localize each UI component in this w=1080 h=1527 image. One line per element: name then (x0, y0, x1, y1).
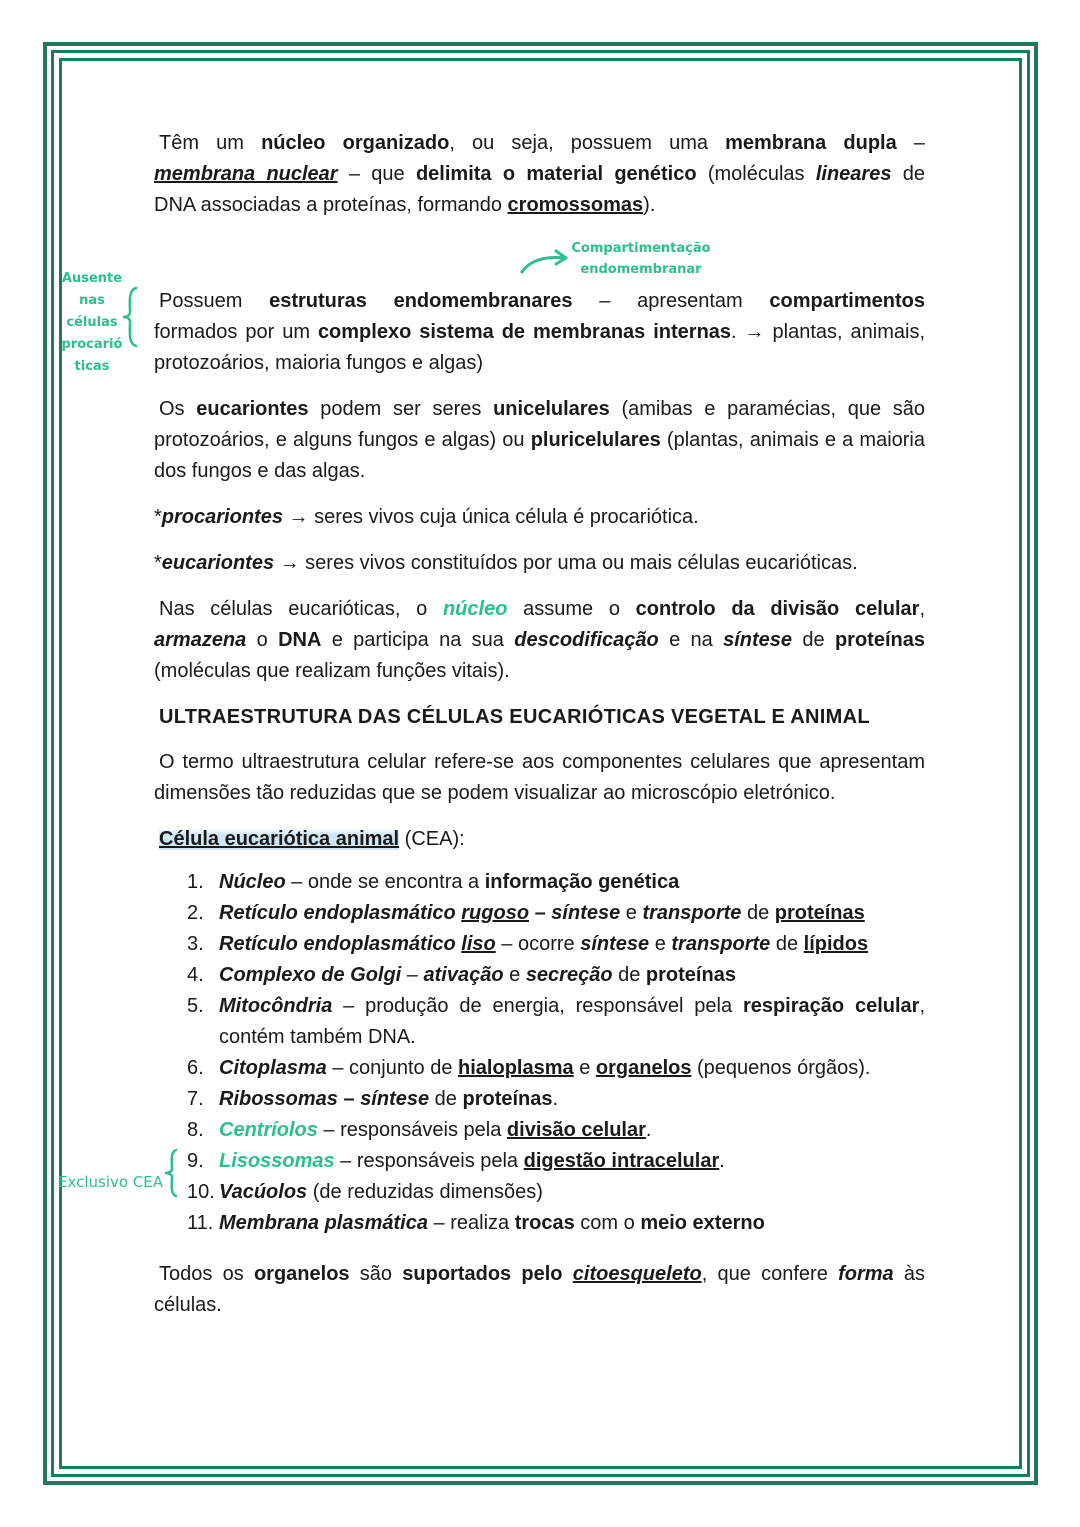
text-line: DNA associadas a proteínas, formando cromossomas). (154, 194, 656, 216)
side-note-line: Ausente (61, 271, 123, 286)
paragraph-nucleus (154, 128, 925, 221)
definition-eukaryotes: *eucariontes → seres vivos constituídos por uma ou mais células eucarióticas. (154, 552, 858, 574)
text-line: protozoários, maioria fungos e algas) (154, 352, 484, 374)
compartment-note-line: Compartimentação (571, 241, 711, 256)
text-line: Possuem estruturas endomembranares – apresentam compartimentos (159, 290, 925, 312)
list-item: 3. Retículo endoplasmático liso – ocorre síntese e transporte de lípidos (187, 933, 869, 955)
list-item: 11. Membrana plasmática – realiza trocas com o meio externo (187, 1212, 765, 1234)
text-line: armazena o DNA e participa na sua descodificação e na síntese de proteínas (154, 629, 925, 651)
paragraph-ultrastructure: O termo ultraestrutura celular refere-se aos componentes celulares que apresentam dimensões tão reduzidas que se podem visualizar ao microscópio eletrónico. (154, 751, 925, 804)
list-item: 2. Retículo endoplasmático rugoso – síntese e transporte de proteínas (187, 902, 865, 924)
side-note-line: nas (79, 293, 105, 308)
document-body (154, 128, 925, 1336)
list-item: 8. Centríolos – responsáveis pela divisão celular. (187, 1119, 652, 1141)
list-item: 4. Complexo de Golgi – ativação e secreção de proteínas (187, 964, 736, 986)
list-item: 6. Citoplasma – conjunto de hialoplasma e organelos (pequenos órgãos). (187, 1057, 871, 1079)
organelle-list (154, 867, 925, 1239)
compartment-note-line: endomembranar (580, 262, 702, 277)
paragraph-eukaryotes: Os eucariontes podem ser seres unicelulares (amibas e paramécias, que são protozoários, e alguns fungos e algas) ou pluricelulares (plantas, animais e a maioria dos fungos e das algas. (154, 398, 925, 482)
exclusive-cea-note: Exclusivo CEA (58, 1173, 164, 1191)
paragraph-cytoskeleton (154, 1259, 925, 1321)
animal-cell-title: Célula eucariótica animal (159, 828, 400, 850)
list-item: 9. Lisossomas – responsáveis pela digestão intracelular. (187, 1150, 725, 1172)
list-item: 10. Vacúolos (de reduzidas dimensões) (187, 1181, 543, 1203)
definition-prokaryotes: *procariontes → seres vivos cuja única célula é procariótica. (154, 506, 699, 528)
side-note-absent-prokaryotes (60, 268, 124, 378)
list-item: 7. Ribossomas – síntese de proteínas. (187, 1088, 559, 1110)
text-line: Têm um núcleo organizado, ou seja, possuem uma membrana dupla – (159, 132, 925, 154)
text-line: membrana nuclear – que delimita o material genético (moléculas lineares de (154, 163, 925, 185)
list-item: 5. Mitocôndria – produção de energia, responsável pela respiração celular, contém também DNA. (187, 995, 925, 1048)
side-note-line: células (66, 315, 118, 330)
text-line: células. (154, 1294, 222, 1316)
list-item: 1. Núcleo – onde se encontra a informação genética (187, 871, 680, 893)
paragraph-endomembranes (154, 286, 925, 379)
curly-brace-icon (120, 286, 140, 348)
subheading-animal-cell: Célula eucariótica animal (CEA): (159, 828, 465, 850)
text-line: formados por um complexo sistema de membranas internas. → plantas, animais, (154, 321, 925, 343)
section-heading: ULTRAESTRUTURA DAS CÉLULAS EUCARIÓTICAS VEGETAL E ANIMAL (159, 706, 870, 728)
side-note-line: ticas (74, 359, 110, 374)
text-line: Nas células eucarióticas, o núcleo assume o controlo da divisão celular, (159, 598, 925, 620)
text-line: Todos os organelos são suportados pelo citoesqueleto, que confere forma às (159, 1263, 926, 1285)
text-line: (moléculas que realizam funções vitais). (154, 660, 510, 682)
side-note-line: procarió (61, 337, 123, 352)
paragraph-nucleus-role (154, 594, 925, 687)
